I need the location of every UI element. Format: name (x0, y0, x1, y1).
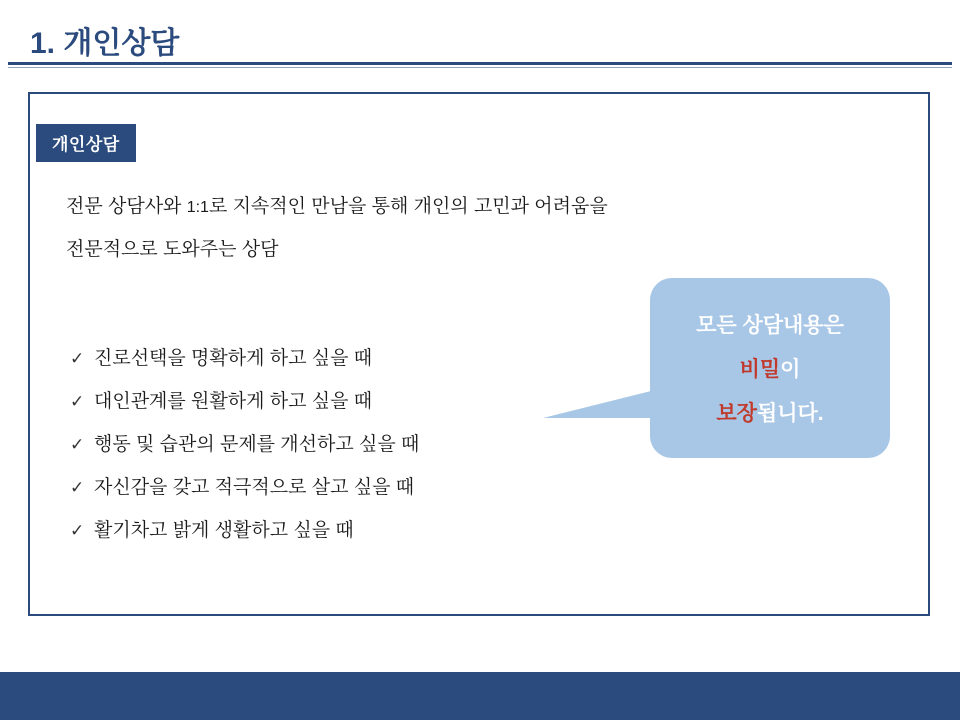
list-item-label: 행동 및 습관의 문제를 개선하고 싶을 때 (94, 434, 420, 455)
list-item (70, 473, 590, 516)
bullet-list (70, 344, 590, 559)
callout-text (650, 304, 890, 436)
callout-line-2-highlight: 비밀 (739, 358, 781, 381)
check-icon: ✓ (70, 392, 85, 411)
list-item-label: 활기차고 밝게 생활하고 싶을 때 (94, 520, 354, 541)
list-item (70, 430, 590, 473)
footer-bar (0, 672, 960, 720)
description-line-1-main: 전문 상담사와 (66, 196, 187, 217)
callout-line-3-rest: 됩니다. (756, 402, 824, 425)
section-tag: 개인상담 (36, 124, 136, 162)
description-line-2: 전문적으로 도와주는 상담 (66, 239, 279, 260)
title-divider-thick (8, 62, 952, 65)
check-icon: ✓ (70, 349, 85, 368)
list-item (70, 516, 590, 559)
description-text (66, 186, 846, 271)
callout-line-2-rest: 이 (780, 358, 801, 381)
list-item (70, 344, 590, 387)
callout-line-2 (650, 348, 890, 392)
description-line-1-small: 1:1 (186, 199, 209, 216)
description-line-1-rest: 로 지속적인 만남을 통해 개인의 고민과 어려움을 (208, 196, 608, 217)
list-item-label: 대인관계를 원활하게 하고 싶을 때 (94, 391, 373, 412)
check-icon: ✓ (70, 478, 85, 497)
callout-line-3-highlight: 보장 (716, 402, 757, 425)
list-item-label: 진로선택을 명확하게 하고 싶을 때 (94, 348, 373, 369)
list-item-label: 자신감을 갖고 적극적으로 살고 싶을 때 (94, 477, 415, 498)
callout-bubble (650, 278, 890, 458)
callout-tail (543, 388, 663, 418)
title-area (0, 0, 960, 66)
title-divider-thin (8, 67, 952, 68)
callout-line-3 (650, 392, 890, 436)
callout-line-1: 모든 상담내용은 (696, 314, 844, 337)
list-item (70, 387, 590, 430)
check-icon: ✓ (70, 521, 85, 540)
check-icon: ✓ (70, 435, 85, 454)
page-title: 1. 개인상담 (30, 27, 180, 60)
description-line-1 (66, 186, 846, 229)
